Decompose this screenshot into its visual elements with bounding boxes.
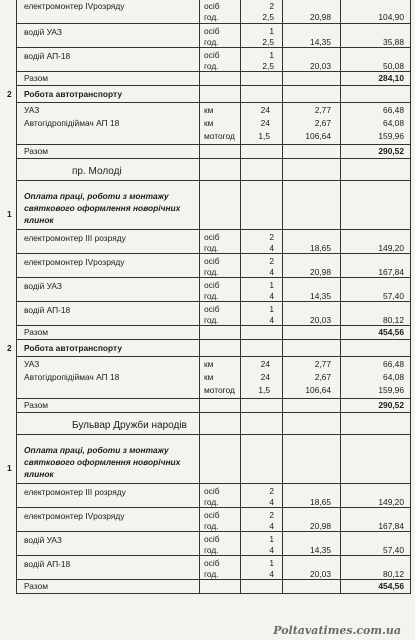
column-border — [410, 145, 411, 159]
column-border — [410, 48, 411, 72]
quantity-cell: 1 — [269, 50, 274, 60]
column-border — [410, 413, 411, 435]
amount-cell: 149,20 — [378, 497, 404, 507]
quantity-cell: 2 — [269, 510, 274, 520]
unit-cell: осіб — [204, 232, 220, 242]
worker-label: електромонтер IVрозряду — [24, 1, 125, 11]
unit-cell: год. — [204, 37, 219, 47]
unit-cell: год. — [204, 61, 219, 71]
quantity-cell: 4 — [269, 315, 274, 325]
section-work — [0, 24, 415, 48]
unit-cell: год. — [204, 315, 219, 325]
intro-line: святкового оформлення новорічних — [24, 457, 181, 467]
column-border — [240, 399, 241, 413]
quantity-cell: 4 — [269, 497, 274, 507]
column-border — [410, 580, 411, 594]
column-border — [282, 435, 283, 484]
column-border — [16, 340, 17, 357]
column-border — [16, 72, 17, 86]
column-border — [16, 435, 17, 484]
vehicle-unit: мотогод — [204, 385, 235, 395]
column-border — [340, 340, 341, 357]
quantity-cell: 2 — [269, 232, 274, 242]
quantity-cell: 2,5 — [262, 61, 274, 71]
vehicle-quantity: 24 — [260, 372, 270, 382]
worker-label: водій АП-18 — [24, 559, 71, 569]
column-border — [16, 48, 17, 72]
section-vehicles — [0, 103, 415, 145]
column-border — [199, 508, 200, 532]
column-border — [340, 159, 341, 181]
column-border — [16, 532, 17, 556]
rate-cell: 14,35 — [310, 291, 331, 301]
amount-cell: 104,90 — [378, 12, 404, 22]
column-border — [240, 103, 241, 145]
vehicle-quantity: 24 — [260, 118, 270, 128]
unit-cell: осіб — [204, 26, 220, 36]
item-number: 1 — [7, 209, 12, 219]
intro-line: ялинок — [24, 215, 54, 225]
column-border — [282, 86, 283, 103]
column-border — [199, 72, 200, 86]
column-border — [16, 302, 17, 326]
intro-line: святкового оформлення новорічних — [24, 203, 181, 213]
total-label: Разом — [24, 400, 49, 410]
vehicle-quantity: 24 — [260, 105, 270, 115]
watermark: Poltavatimes.com.ua — [273, 624, 401, 637]
quantity-cell: 2 — [269, 256, 274, 266]
vehicle-name: Автогідропідіймач АП 18 — [24, 118, 120, 128]
column-border — [240, 86, 241, 103]
column-border — [240, 230, 241, 254]
column-border — [16, 508, 17, 532]
column-border — [240, 302, 241, 326]
rate-cell: 20,03 — [310, 315, 331, 325]
column-border — [410, 435, 411, 484]
rate-cell: 20,98 — [310, 12, 331, 22]
quantity-cell: 1 — [269, 280, 274, 290]
column-border — [240, 508, 241, 532]
worker-label: водій АП-18 — [24, 305, 71, 315]
column-border — [282, 484, 283, 508]
amount-cell: 80,12 — [383, 315, 404, 325]
column-border — [340, 181, 341, 230]
vehicle-amount: 159,96 — [378, 385, 404, 395]
vehicle-amount: 64,08 — [383, 118, 404, 128]
section-work — [0, 278, 415, 302]
total-value: 284,10 — [378, 73, 404, 83]
column-border — [240, 357, 241, 399]
section-work — [0, 508, 415, 532]
item-number: 2 — [7, 343, 12, 353]
rate-cell: 14,35 — [310, 545, 331, 555]
column-border — [282, 399, 283, 413]
rate-cell: 18,65 — [310, 497, 331, 507]
column-border — [16, 357, 17, 399]
unit-cell: год. — [204, 291, 219, 301]
rate-cell: 20,98 — [310, 267, 331, 277]
column-border — [410, 0, 411, 24]
column-border — [199, 159, 200, 181]
column-border — [282, 103, 283, 145]
total-label: Разом — [24, 73, 49, 83]
location-heading: Бульвар Дружби народів — [72, 420, 187, 431]
quantity-cell: 2,5 — [262, 37, 274, 47]
unit-cell: осіб — [204, 256, 220, 266]
column-border — [16, 103, 17, 145]
location-heading: пр. Молоді — [72, 166, 122, 177]
column-border — [199, 532, 200, 556]
column-border — [16, 326, 17, 340]
vehicle-amount: 159,96 — [378, 131, 404, 141]
column-border — [282, 326, 283, 340]
column-border — [410, 181, 411, 230]
column-border — [240, 159, 241, 181]
section-intro — [0, 181, 415, 230]
column-border — [410, 399, 411, 413]
column-border — [282, 230, 283, 254]
column-border — [199, 48, 200, 72]
column-border — [199, 86, 200, 103]
intro-line: ялинок — [24, 469, 54, 479]
rate-cell: 20,03 — [310, 61, 331, 71]
amount-cell: 57,40 — [383, 291, 404, 301]
column-border — [410, 508, 411, 532]
column-border — [16, 86, 17, 103]
column-border — [410, 278, 411, 302]
intro-line: Оплата праці, роботи з монтажу — [24, 445, 169, 455]
quantity-cell: 4 — [269, 291, 274, 301]
column-border — [240, 24, 241, 48]
section-work — [0, 48, 415, 72]
column-border — [282, 159, 283, 181]
column-border — [240, 254, 241, 278]
column-border — [282, 0, 283, 24]
section-intro — [0, 435, 415, 484]
column-border — [240, 278, 241, 302]
vehicle-unit: км — [204, 118, 214, 128]
column-border — [199, 278, 200, 302]
unit-cell: осіб — [204, 534, 220, 544]
unit-cell: год. — [204, 243, 219, 253]
column-border — [16, 556, 17, 580]
section-work — [0, 230, 415, 254]
column-border — [240, 435, 241, 484]
column-border — [410, 159, 411, 181]
vehicle-name: УАЗ — [24, 359, 40, 369]
column-border — [199, 580, 200, 594]
total-value: 290,52 — [378, 146, 404, 156]
column-border — [199, 484, 200, 508]
rate-cell: 18,65 — [310, 243, 331, 253]
column-border — [199, 145, 200, 159]
column-border — [16, 145, 17, 159]
section-header: Робота автотранспорту — [24, 343, 122, 353]
column-border — [282, 24, 283, 48]
vehicle-rate: 2,77 — [314, 359, 331, 369]
unit-cell: год. — [204, 545, 219, 555]
column-border — [410, 72, 411, 86]
column-border — [199, 230, 200, 254]
rate-cell: 20,03 — [310, 569, 331, 579]
quantity-cell: 2 — [269, 486, 274, 496]
quantity-cell: 4 — [269, 243, 274, 253]
section-header: Робота автотранспорту — [24, 89, 122, 99]
vehicle-unit: км — [204, 105, 214, 115]
column-border — [282, 357, 283, 399]
column-border — [410, 357, 411, 399]
column-border — [16, 24, 17, 48]
column-border — [410, 230, 411, 254]
quantity-cell: 4 — [269, 267, 274, 277]
unit-cell: год. — [204, 497, 219, 507]
column-border — [282, 145, 283, 159]
amount-cell: 167,84 — [378, 521, 404, 531]
total-value: 454,56 — [378, 581, 404, 591]
column-border — [410, 103, 411, 145]
section-vehicles — [0, 357, 415, 399]
unit-cell: осіб — [204, 486, 220, 496]
column-border — [240, 181, 241, 230]
intro-line: Оплата праці, роботи з монтажу — [24, 191, 169, 201]
column-border — [240, 0, 241, 24]
column-border — [199, 435, 200, 484]
vehicle-name: Автогідропідіймач АП 18 — [24, 372, 120, 382]
unit-cell: год. — [204, 521, 219, 531]
section-work — [0, 532, 415, 556]
quantity-cell: 1 — [269, 534, 274, 544]
column-border — [410, 254, 411, 278]
column-border — [410, 484, 411, 508]
column-border — [16, 0, 17, 24]
vehicle-rate: 2,77 — [314, 105, 331, 115]
unit-cell: осіб — [204, 558, 220, 568]
total-label: Разом — [24, 327, 49, 337]
quantity-cell: 4 — [269, 569, 274, 579]
column-border — [282, 181, 283, 230]
column-border — [16, 254, 17, 278]
column-border — [340, 435, 341, 484]
quantity-cell: 2 — [269, 1, 274, 11]
column-border — [240, 413, 241, 435]
column-border — [340, 86, 341, 103]
rate-cell: 20,98 — [310, 521, 331, 531]
quantity-cell: 2,5 — [262, 12, 274, 22]
vehicle-amount: 66,48 — [383, 105, 404, 115]
section-work — [0, 0, 415, 24]
column-border — [282, 508, 283, 532]
column-border — [199, 254, 200, 278]
amount-cell: 50,08 — [383, 61, 404, 71]
section-place — [0, 159, 415, 181]
unit-cell: осіб — [204, 280, 220, 290]
row-border — [16, 593, 410, 594]
section-work — [0, 254, 415, 278]
section-total — [0, 326, 415, 340]
column-border — [16, 413, 17, 435]
quantity-cell: 1 — [269, 558, 274, 568]
item-number: 2 — [7, 89, 12, 99]
column-border — [282, 72, 283, 86]
unit-cell: осіб — [204, 510, 220, 520]
unit-cell: осіб — [204, 304, 220, 314]
column-border — [240, 484, 241, 508]
column-border — [199, 357, 200, 399]
column-border — [240, 556, 241, 580]
total-value: 290,52 — [378, 400, 404, 410]
vehicle-quantity: 1,5 — [258, 131, 270, 141]
column-border — [282, 413, 283, 435]
column-border — [240, 532, 241, 556]
vehicle-rate: 106,64 — [305, 385, 331, 395]
vehicle-quantity: 1,5 — [258, 385, 270, 395]
section-total — [0, 580, 415, 594]
column-border — [282, 254, 283, 278]
column-border — [240, 326, 241, 340]
quantity-cell: 1 — [269, 26, 274, 36]
column-border — [282, 340, 283, 357]
column-border — [410, 532, 411, 556]
column-border — [282, 48, 283, 72]
vehicle-amount: 66,48 — [383, 359, 404, 369]
worker-label: водій УАЗ — [24, 535, 62, 545]
column-border — [16, 399, 17, 413]
worker-label: електромонтер ІІІ розряду — [24, 233, 126, 243]
worker-label: електромонтер IVрозряду — [24, 511, 125, 521]
amount-cell: 167,84 — [378, 267, 404, 277]
column-border — [410, 326, 411, 340]
column-border — [199, 340, 200, 357]
quantity-cell: 1 — [269, 304, 274, 314]
column-border — [199, 326, 200, 340]
column-border — [16, 278, 17, 302]
column-border — [282, 302, 283, 326]
amount-cell: 149,20 — [378, 243, 404, 253]
column-border — [199, 0, 200, 24]
unit-cell: осіб — [204, 50, 220, 60]
unit-cell: год. — [204, 267, 219, 277]
column-border — [410, 302, 411, 326]
vehicle-rate: 106,64 — [305, 131, 331, 141]
vehicle-amount: 64,08 — [383, 372, 404, 382]
worker-label: водій АП-18 — [24, 51, 71, 61]
column-border — [199, 103, 200, 145]
section-work — [0, 556, 415, 580]
column-border — [199, 302, 200, 326]
column-border — [240, 580, 241, 594]
total-label: Разом — [24, 146, 49, 156]
quantity-cell: 4 — [269, 521, 274, 531]
section-work — [0, 302, 415, 326]
column-border — [199, 399, 200, 413]
column-border — [410, 86, 411, 103]
section-header — [0, 340, 415, 357]
vehicle-unit: мотогод — [204, 131, 235, 141]
column-border — [199, 413, 200, 435]
worker-label: електромонтер ІІІ розряду — [24, 487, 126, 497]
column-border — [16, 230, 17, 254]
vehicle-rate: 2,67 — [314, 372, 331, 382]
section-header — [0, 86, 415, 103]
column-border — [240, 72, 241, 86]
section-total — [0, 145, 415, 159]
section-work — [0, 484, 415, 508]
column-border — [282, 278, 283, 302]
column-border — [410, 24, 411, 48]
amount-cell: 57,40 — [383, 545, 404, 555]
worker-label: водій УАЗ — [24, 281, 62, 291]
amount-cell: 35,88 — [383, 37, 404, 47]
total-value: 454,56 — [378, 327, 404, 337]
vehicle-unit: км — [204, 372, 214, 382]
column-border — [410, 556, 411, 580]
unit-cell: осіб — [204, 1, 220, 11]
column-border — [16, 580, 17, 594]
section-place — [0, 413, 415, 435]
total-label: Разом — [24, 581, 49, 591]
column-border — [240, 340, 241, 357]
section-total — [0, 72, 415, 86]
item-number: 1 — [7, 463, 12, 473]
column-border — [282, 580, 283, 594]
rate-cell: 14,35 — [310, 37, 331, 47]
vehicle-quantity: 24 — [260, 359, 270, 369]
column-border — [199, 556, 200, 580]
column-border — [16, 181, 17, 230]
amount-cell: 80,12 — [383, 569, 404, 579]
column-border — [199, 181, 200, 230]
column-border — [199, 24, 200, 48]
quantity-cell: 4 — [269, 545, 274, 555]
column-border — [340, 413, 341, 435]
section-total — [0, 399, 415, 413]
column-border — [16, 484, 17, 508]
column-border — [410, 340, 411, 357]
vehicle-unit: км — [204, 359, 214, 369]
vehicle-rate: 2,67 — [314, 118, 331, 128]
column-border — [240, 145, 241, 159]
column-border — [240, 48, 241, 72]
worker-label: електромонтер IVрозряду — [24, 257, 125, 267]
column-border — [16, 159, 17, 181]
unit-cell: год. — [204, 569, 219, 579]
column-border — [282, 532, 283, 556]
worker-label: водій УАЗ — [24, 27, 62, 37]
column-border — [282, 556, 283, 580]
vehicle-name: УАЗ — [24, 105, 40, 115]
unit-cell: год. — [204, 12, 219, 22]
